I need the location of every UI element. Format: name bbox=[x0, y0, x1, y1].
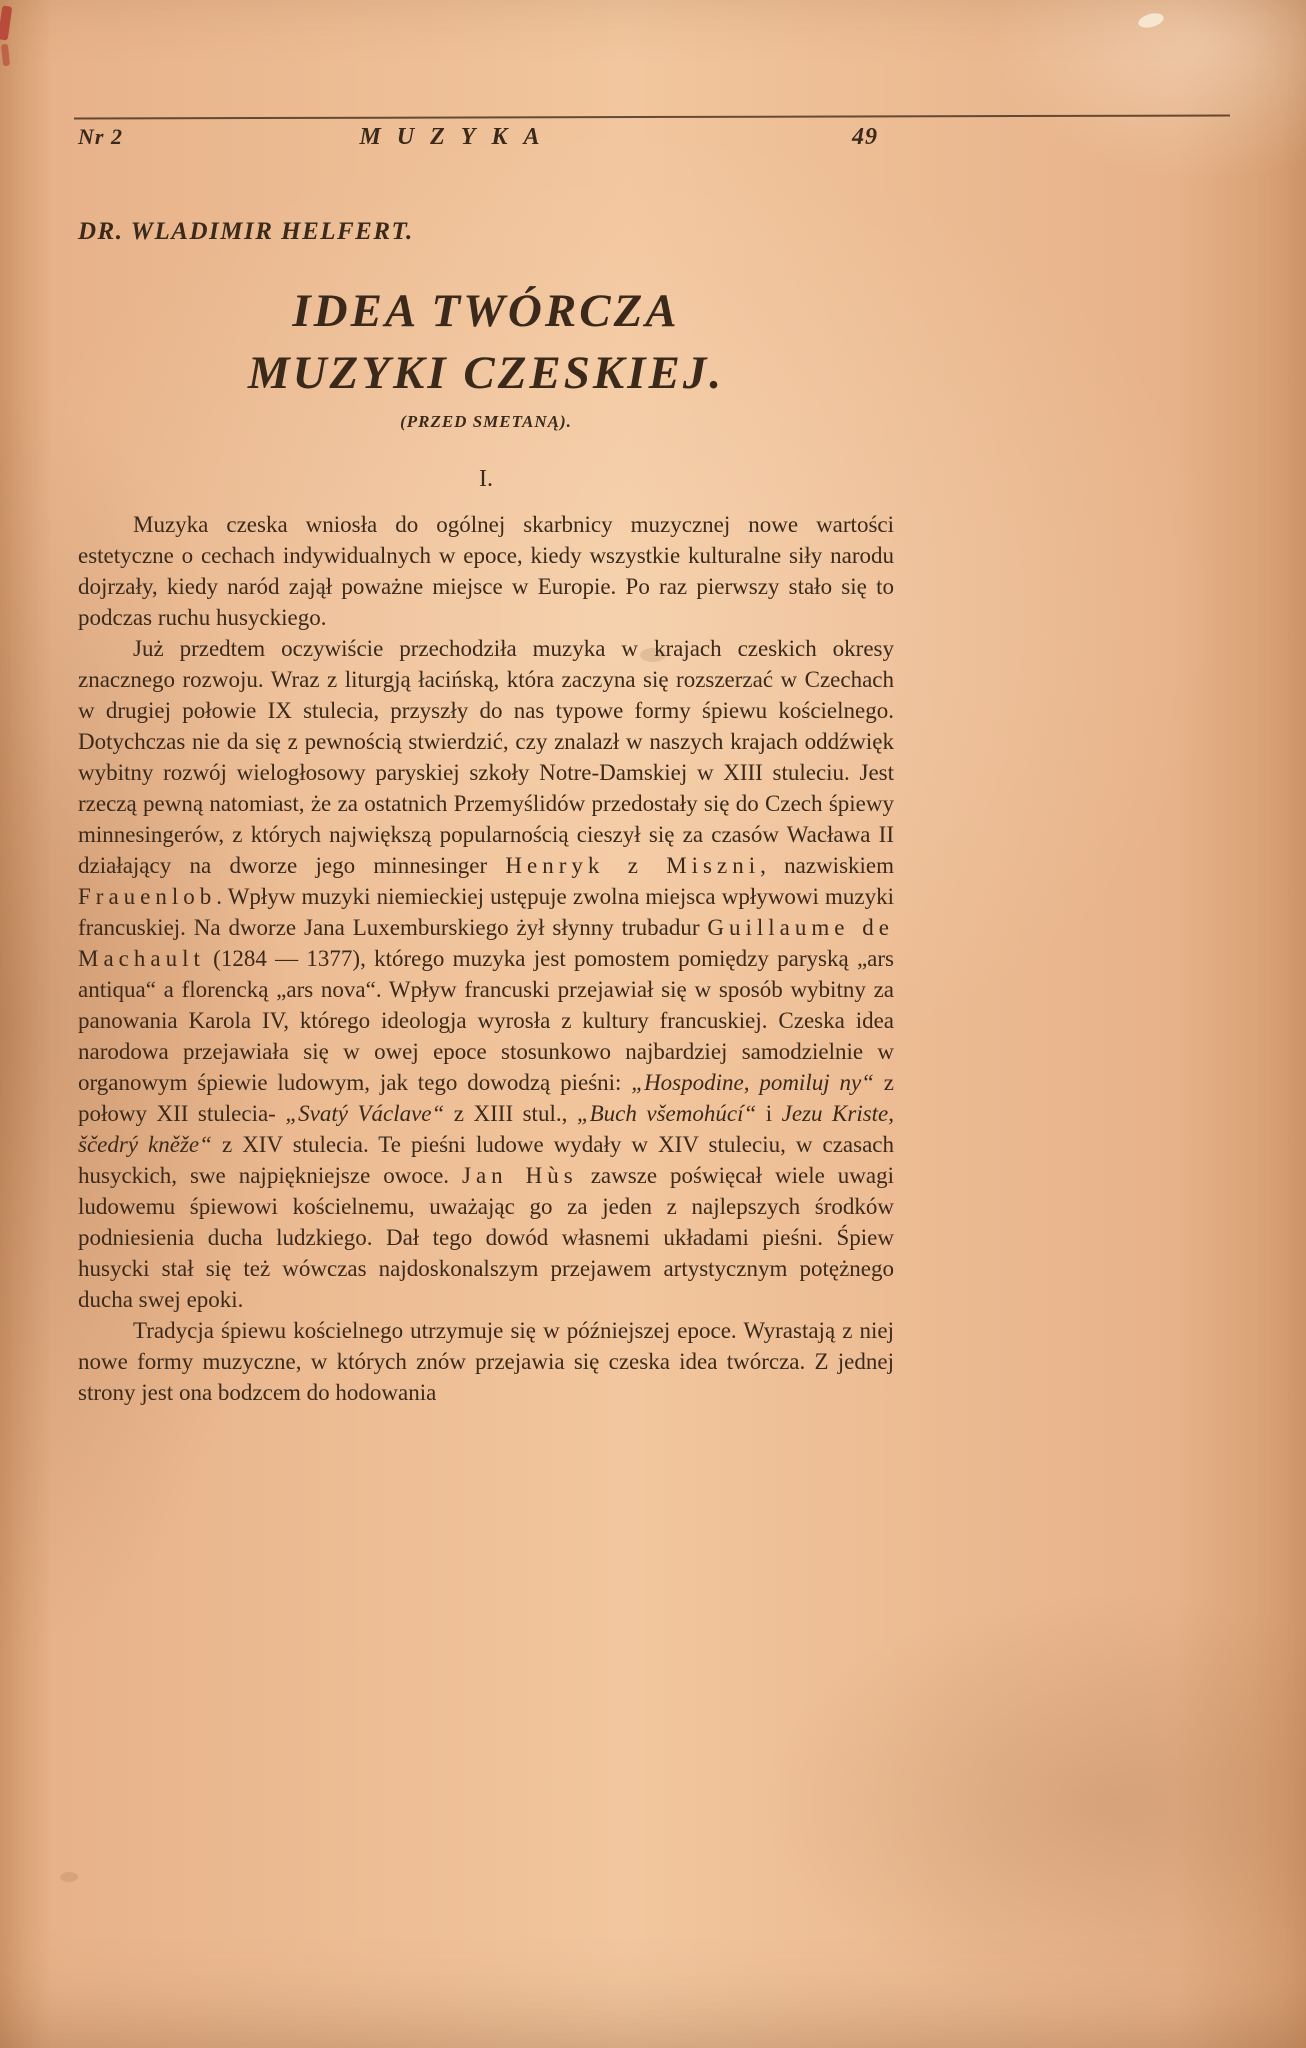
article-title-line2: MUZYKI CZESKIEJ. bbox=[247, 347, 725, 399]
text-run: z XIV stulecia. Te pieśni ludowe wydały w XIV stuleciu, w czasach husyckich, swe najpiękniejsze owoce. bbox=[78, 1132, 894, 1188]
issue-number: Nr 2 bbox=[78, 124, 123, 149]
text-run: Muzyka czeska wniosła do ogólnej skarbnicy muzycznej nowe wartości estetyczne o cechach indywidualnych w epoce, kiedy wszystkie kulturalne siły narodu dojrzały, kiedy naród zajął poważne miejsce w Europie. Po raz pierwszy stało się to podczas ruchu husyckiego. bbox=[78, 512, 894, 630]
paragraph bbox=[78, 633, 894, 1315]
byline: DR. WLADIMIR HELFERT. bbox=[78, 218, 414, 245]
spaced-name: Frauenlob bbox=[78, 884, 217, 909]
text-run: , nazwiskiem bbox=[760, 853, 895, 878]
text-run: . Wpływ muzyki niemieckiej ustępuje zwolna miejsca wpływowi muzyki francuskiej. Na dworze Jana Luxemburskiego żył słynny trubadur bbox=[78, 884, 894, 940]
header-rule bbox=[74, 114, 1230, 119]
italic-phrase: „Hospodine, pomiluj ny“ bbox=[631, 1070, 874, 1095]
article-body bbox=[78, 509, 894, 1408]
text-run: z XIII stul., bbox=[444, 1101, 577, 1126]
paper-speck bbox=[1137, 11, 1165, 30]
text-run: i bbox=[756, 1101, 782, 1126]
spaced-name: Jan Hùs bbox=[462, 1163, 578, 1188]
article-column bbox=[78, 218, 894, 1408]
article-title bbox=[78, 280, 894, 404]
italic-phrase: „Buch všemohúcí“ bbox=[576, 1101, 757, 1126]
section-heading: I. bbox=[479, 466, 493, 492]
red-pencil-edge-mark bbox=[0, 5, 12, 40]
journal-title: MUZYKA bbox=[359, 124, 556, 150]
article-title-line1: IDEA TWÓRCZA bbox=[292, 285, 680, 337]
text-run: Już przedtem oczywiście przechodziła muzyka w krajach czeskich okresy znacznego rozwoju. Wraz z liturgją łacińską, która zaczyna się rozszerzać w Czechach w drugiej połowie IX stulecia, przyszły do nas typowe formy śpiewu kościelnego. Dotychczas nie da się z pewnością stwierdzić, czy znalazł w naszych krajach oddźwięk wybitny rozwój wielogłosowy paryskiej szkoły Notre-Damskiej w XIII stuleciu. Jest rzeczą pewną natomiast, że za ostatnich Przemyślidów przedostały się do Czech śpiewy minnesingerów, z których największą popularnością cieszył się za czasów Wacława II działający na dworze jego minnesinger bbox=[78, 636, 894, 878]
text-run: zawsze poświęcał wiele uwagi ludowemu śpiewowi kościelnemu, uważając go za jeden z najlepszych środków podniesienia ducha ludzkiego. Dał tego dowód własnemi układami pieśni. Śpiew husycki stał się też wówczas najdoskonalszym przejawem artystycznym potężnego ducha swej epoki. bbox=[78, 1163, 894, 1312]
paragraph bbox=[78, 1315, 894, 1408]
article-subtitle: (PRZED SMETANĄ). bbox=[400, 412, 572, 431]
text-run: (1284 — 1377), którego muzyka jest pomostem pomiędzy paryską „ars antiqua“ a florencką „ars nova“. Wpływ francuski przejawiał się w sposób wybitny za panowania Karola IV, którego ideologja wyrosła z kultury francuskiej. Czeska idea narodowa przejawiała się w owej epoce stosunkowo najbardziej samodzielnie w organowym śpiewie ludowym, jak tego dowodzą pieśni: bbox=[78, 946, 894, 1095]
spaced-name: Henryk z Miszni bbox=[505, 853, 761, 878]
text-run: Tradycja śpiewu kościelnego utrzymuje się w późniejszej epoce. Wyrastają z niej nowe formy muzyczne, w których znów przejawia się czeska idea twórcza. Z jednej strony jest ona bodzcem do hodowania bbox=[78, 1318, 894, 1405]
italic-phrase: „Svatý Václave“ bbox=[285, 1101, 445, 1126]
italic-phrase: Jezu Kriste, ščedrý kněže“ bbox=[78, 1101, 895, 1157]
paragraph bbox=[78, 509, 894, 633]
running-head bbox=[78, 124, 878, 151]
spaced-name: Guillaume de Machault bbox=[78, 915, 894, 971]
red-pencil-edge-mark bbox=[1, 44, 10, 67]
text-run: z połowy XII stulecia- bbox=[78, 1070, 895, 1126]
page-number: 49 bbox=[852, 124, 878, 150]
ink-blot bbox=[60, 1872, 78, 1882]
